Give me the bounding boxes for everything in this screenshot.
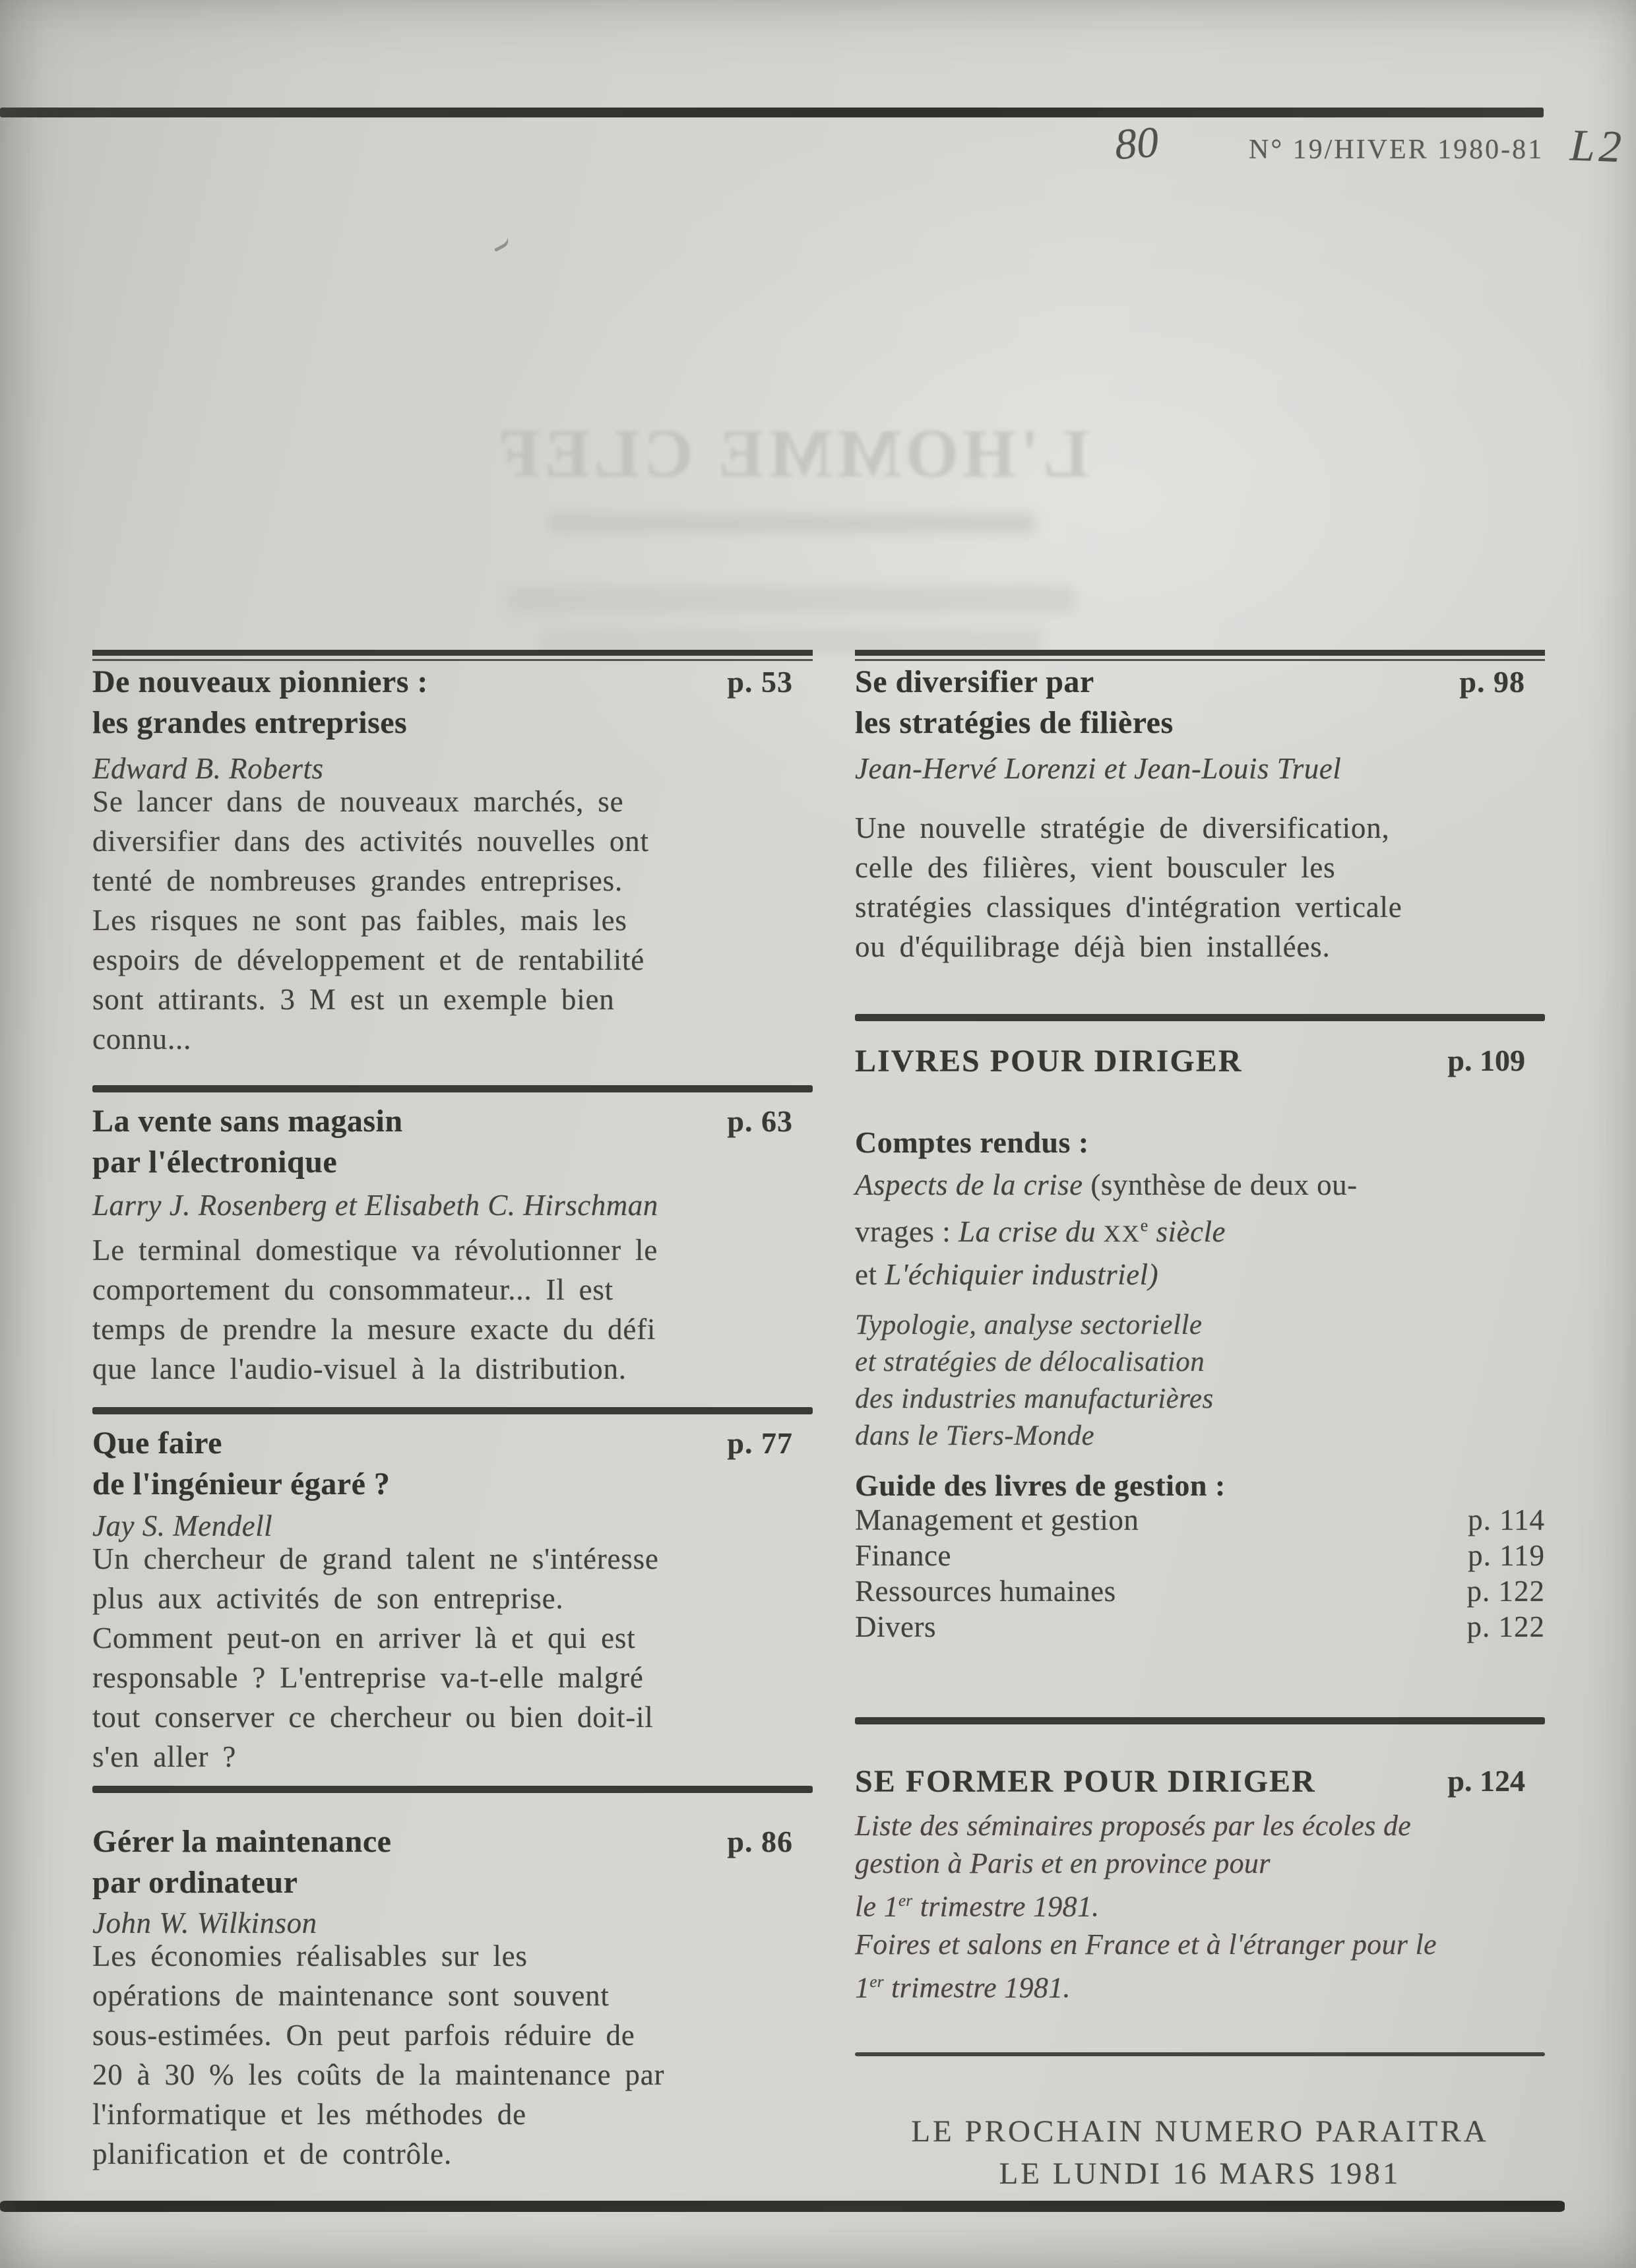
article-summary — [92, 1230, 813, 1389]
article-title — [92, 1101, 813, 1183]
toc-row-page: p. 119 — [1468, 1539, 1545, 1572]
summary-line: tenté de nombreuses grandes entreprises. — [92, 864, 623, 897]
announcement-line: LE PROCHAIN NUMERO PARAITRA — [911, 2114, 1489, 2149]
article-title-line: Gérer la maintenance — [92, 1824, 392, 1859]
article-author: John W. Wilkinson — [92, 1906, 317, 1939]
article-summary — [92, 1936, 813, 2174]
article-title-line: De nouveaux pionniers : — [92, 664, 428, 699]
next-issue-announcement — [855, 2110, 1545, 2195]
review-title-line: dans le Tiers-Monde — [855, 1420, 1095, 1451]
issue-number: N° 19/HIVER 1980-81 — [1249, 135, 1544, 165]
section-divider-rule — [855, 1014, 1545, 1021]
section-heading: SE FORMER POUR DIRIGER — [855, 1764, 1316, 1799]
summary-line: comportement du consommateur... Il est — [92, 1273, 614, 1306]
section-page-ref: p. 109 — [1447, 1044, 1525, 1077]
article-page-ref: p. 98 — [1459, 665, 1525, 699]
review-line: Aspects de la crise (synthèse de deux ou- — [855, 1168, 1358, 1201]
summary-line: diversifier dans des activités nouvelles ont — [92, 825, 649, 858]
article-summary — [855, 808, 1545, 966]
toc-left-column — [92, 650, 813, 2246]
section-divider-rule — [855, 1717, 1545, 1724]
summary-line: s'en aller ? — [92, 1740, 237, 1773]
announcement-line: LE LUNDI 16 MARS 1981 — [999, 2157, 1401, 2191]
top-rule — [0, 108, 1544, 117]
summary-line: 20 à 30 % les coûts de la maintenance par — [92, 2058, 665, 2091]
ghost-bleedthrough-line — [508, 586, 1075, 614]
article-summary — [92, 1539, 813, 1777]
toc-row-label: Finance — [855, 1539, 951, 1572]
article-divider-rule — [92, 1786, 813, 1793]
summary-line: plus aux activités de son entreprise. — [92, 1582, 564, 1615]
seminars-line: le 1er trimestre 1981. — [855, 1890, 1100, 1923]
summary-line: Une nouvelle stratégie de diversification, — [855, 811, 1390, 844]
summary-line: Se lancer dans de nouveaux marchés, se — [92, 785, 624, 818]
article-title-line: La vente sans magasin — [92, 1104, 403, 1139]
article-title-line: par l'électronique — [92, 1145, 338, 1180]
handwritten-note-right: L2 — [1569, 119, 1627, 172]
article-title-line: les stratégies de filières — [855, 705, 1174, 740]
summary-line: espoirs de développement et de rentabilité — [92, 943, 645, 976]
article-page-ref: p. 77 — [727, 1426, 793, 1460]
guide-list — [855, 1502, 1545, 1645]
article-title — [855, 662, 1545, 743]
seminars-line: gestion à Paris et en province pour — [855, 1847, 1271, 1879]
article-divider-rule — [92, 1085, 813, 1092]
review-title-block — [855, 1307, 1545, 1455]
article-title — [92, 662, 813, 743]
seminars-line: Liste des séminaires proposés par les écoles de — [855, 1810, 1412, 1842]
toc-row-label: Ressources humaines — [855, 1575, 1116, 1608]
article-page-ref: p. 63 — [727, 1104, 793, 1138]
toc-row-label: Management et gestion — [855, 1503, 1139, 1536]
comptes-rendus-label: Comptes rendus : — [855, 1125, 1089, 1159]
summary-line: l'informatique et les méthodes de — [92, 2098, 526, 2131]
summary-line: planification et de contrôle. — [92, 2137, 453, 2170]
article-title-line: Que faire — [92, 1426, 222, 1461]
article-title-line: Se diversifier par — [855, 664, 1094, 699]
pen-mark — [489, 232, 511, 252]
review-title-line: Typologie, analyse sectorielle — [855, 1309, 1203, 1340]
section-heading-row — [855, 1043, 1545, 1079]
seminars-line: Foires et salons en France et à l'étranger pour le — [855, 1928, 1437, 1961]
summary-line: temps de prendre la mesure exacte du défi — [92, 1313, 656, 1346]
summary-line: stratégies classiques d'intégration verticale — [855, 891, 1402, 924]
summary-line: sont attirants. 3 M est un exemple bien — [92, 983, 615, 1016]
article-divider-rule — [92, 1407, 813, 1414]
toc-row — [855, 1573, 1545, 1609]
guide-label: Guide des livres de gestion : — [855, 1468, 1226, 1502]
review-title-line: des industries manufacturières — [855, 1383, 1214, 1414]
summary-line: Comment peut-on en arriver là et qui est — [92, 1622, 636, 1654]
summary-line: opérations de maintenance sont souvent — [92, 1979, 610, 2012]
summary-line: celle des filières, vient bousculer les — [855, 851, 1336, 884]
review-description — [855, 1164, 1545, 1295]
toc-row — [855, 1609, 1545, 1645]
section-heading-row — [855, 1763, 1545, 1800]
article-title-line: les grandes entreprises — [92, 705, 408, 740]
toc-row — [855, 1502, 1545, 1538]
ghost-bleedthrough-title: L'HOMME CLEF — [494, 416, 1089, 491]
summary-line: ou d'équilibrage déjà bien installées. — [855, 930, 1331, 963]
announcement-rule — [855, 2052, 1545, 2056]
article-author: Jay S. Mendell — [92, 1509, 273, 1542]
summary-line: Un chercheur de grand talent ne s'intéresse — [92, 1542, 659, 1575]
seminars-line: 1er trimestre 1981. — [855, 1971, 1071, 2004]
article-author: Jean-Hervé Lorenzi et Jean-Louis Truel — [855, 752, 1342, 785]
article-title-line: de l'ingénieur égaré ? — [92, 1466, 391, 1501]
review-line: vrages : La crise du XXe siècle — [855, 1215, 1226, 1248]
article-divider-rule — [92, 650, 813, 661]
toc-right-column — [855, 650, 1545, 2246]
review-line: et L'échiquier industriel) — [855, 1258, 1159, 1291]
section-page-ref: p. 124 — [1447, 1764, 1525, 1798]
article-author: Larry J. Rosenberg et Elisabeth C. Hirschman — [92, 1189, 658, 1222]
bottom-rule — [0, 2201, 1565, 2212]
summary-line: Les économies réalisables sur les — [92, 1939, 528, 1972]
toc-row — [855, 1538, 1545, 1573]
toc-row-page: p. 122 — [1466, 1610, 1545, 1643]
summary-line: tout conserver ce chercheur ou bien doit-il — [92, 1701, 654, 1734]
toc-row-page: p. 122 — [1466, 1575, 1545, 1608]
article-title — [92, 1821, 813, 1903]
article-page-ref: p. 86 — [727, 1825, 793, 1858]
article-author: Edward B. Roberts — [92, 752, 324, 785]
handwritten-note-left: 80 — [1113, 117, 1160, 170]
summary-line: responsable ? L'entreprise va-t-elle malgré — [92, 1661, 644, 1694]
toc-row-label: Divers — [855, 1610, 936, 1643]
summary-line: sous-estimées. On peut parfois réduire de — [92, 2019, 635, 2052]
article-title-line: par ordinateur — [92, 1865, 298, 1900]
summary-line: connu... — [92, 1023, 192, 1055]
article-divider-rule — [855, 650, 1545, 661]
article-summary — [92, 782, 813, 1059]
summary-line: que lance l'audio-visuel à la distribution. — [92, 1352, 627, 1385]
ghost-bleedthrough-line — [548, 513, 1036, 533]
review-title-line: et stratégies de délocalisation — [855, 1346, 1205, 1377]
summary-line: Le terminal domestique va révolutionner le — [92, 1234, 658, 1267]
summary-line: Les risques ne sont pas faibles, mais les — [92, 904, 627, 937]
toc-row-page: p. 114 — [1468, 1503, 1545, 1536]
seminars-description — [855, 1807, 1545, 2006]
section-heading: LIVRES POUR DIRIGER — [855, 1044, 1243, 1079]
article-page-ref: p. 53 — [727, 665, 793, 699]
article-title — [92, 1423, 813, 1505]
